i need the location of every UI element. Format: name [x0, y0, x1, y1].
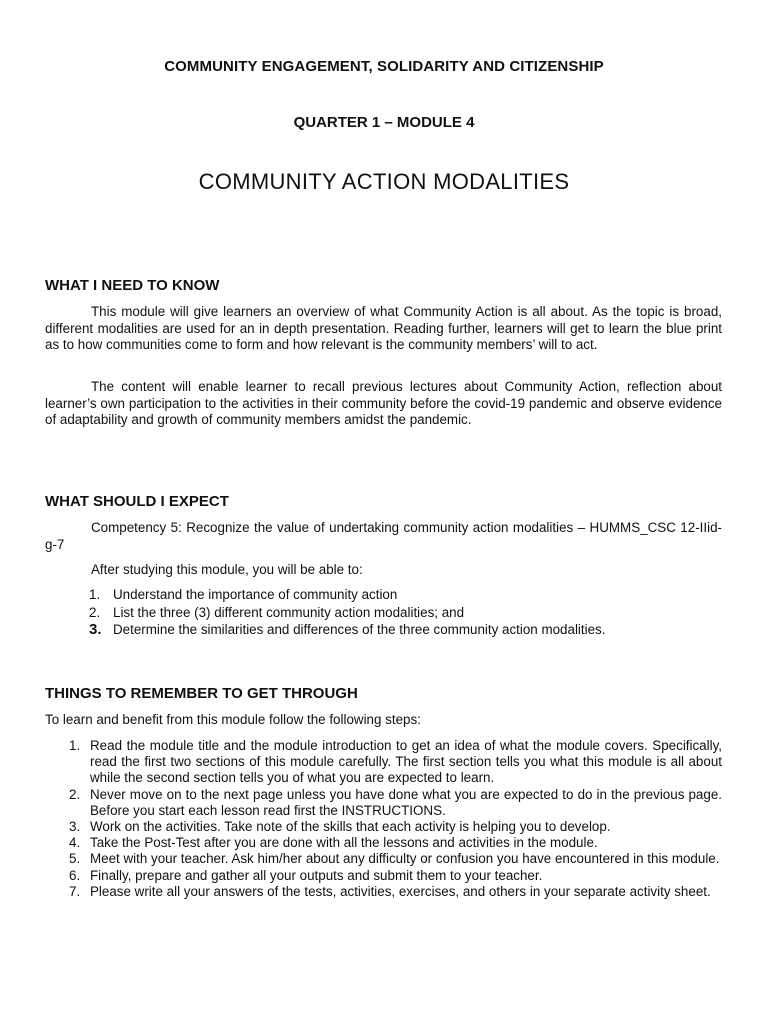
- list-text: Read the module title and the module introduction to get an idea of what the module covers. Specifically, read the first two sections of this module carefully. The first section tells you what this module is all about while the second section tells you of what you are expected to learn.: [90, 738, 722, 786]
- module-title: COMMUNITY ACTION MODALITIES: [198, 169, 570, 194]
- list-text: Understand the importance of community action: [113, 587, 398, 602]
- list-text: Work on the activities. Take note of the skills that each activity is helping you to develop.: [90, 819, 611, 835]
- list-number: 5.: [69, 851, 81, 867]
- paragraph-overview: This module will give learners an overview of what Community Action is all about. As the topic is broad, different modalities are used for an in depth presentation. Reading further, learners will get to learn the blue print as to how communities come to form and how relevant is the community members’ will to act.: [45, 304, 722, 353]
- list-item: [89, 621, 729, 639]
- steps-list: [45, 738, 722, 900]
- section-heading-what-i-need-to-know: WHAT I NEED TO KNOW: [45, 277, 220, 294]
- list-text: Take the Post-Test after you are done with all the lessons and activities in the module.: [90, 835, 598, 851]
- list-item: [89, 604, 729, 622]
- list-number: 1.: [69, 738, 81, 753]
- list-number: 6.: [69, 867, 81, 883]
- list-item: [45, 868, 722, 884]
- list-text: Meet with your teacher. Ask him/her about any difficulty or confusion you have encountered in this module.: [90, 851, 720, 867]
- list-number: 3.: [69, 819, 81, 835]
- competency-statement: Competency 5: Recognize the value of undertaking community action modalities – HUMMS_CSC 12-IIid-g-7: [45, 520, 722, 552]
- list-number: 4.: [69, 835, 81, 851]
- list-number: 1.: [89, 587, 101, 602]
- list-item: [45, 738, 722, 787]
- list-item: [45, 787, 722, 819]
- list-item: [45, 851, 722, 867]
- list-number: 3.: [89, 621, 102, 638]
- steps-intro: To learn and benefit from this module follow the following steps:: [45, 712, 421, 727]
- quarter-module-label: QUARTER 1 – MODULE 4: [293, 114, 475, 131]
- section-heading-things-to-remember: THINGS TO REMEMBER TO GET THROUGH: [45, 685, 358, 702]
- objectives-intro: After studying this module, you will be able to:: [91, 562, 363, 577]
- list-item: [45, 884, 722, 900]
- list-item: [45, 835, 722, 851]
- paragraph-content: The content will enable learner to recall previous lectures about Community Action, reflection about learner’s own participation to the activities in their community before the covid-19 pandemic and observe evidence of adaptability and growth of community members amidst the pandemic.: [45, 379, 722, 428]
- objectives-list: [89, 586, 729, 639]
- list-text: Determine the similarities and differences of the three community action modalities.: [113, 622, 606, 637]
- list-text: Finally, prepare and gather all your outputs and submit them to your teacher.: [90, 867, 543, 883]
- course-title: COMMUNITY ENGAGEMENT, SOLIDARITY AND CITIZENSHIP: [164, 58, 604, 75]
- list-number: 2.: [69, 786, 81, 802]
- list-number: 7.: [69, 883, 81, 899]
- list-text: Never move on to the next page unless you have done what you are expected to do in the previous page. Before you start each lesson read first the INSTRUCTIONS.: [90, 786, 722, 818]
- list-text: List the three (3) different community action modalities; and: [113, 604, 465, 620]
- list-item: [89, 586, 729, 604]
- list-number: 2.: [89, 604, 101, 620]
- list-item: [45, 819, 722, 835]
- section-heading-what-should-i-expect: WHAT SHOULD I EXPECT: [45, 493, 229, 510]
- list-text: Please write all your answers of the tests, activities, exercises, and others in your separate activity sheet.: [90, 883, 711, 899]
